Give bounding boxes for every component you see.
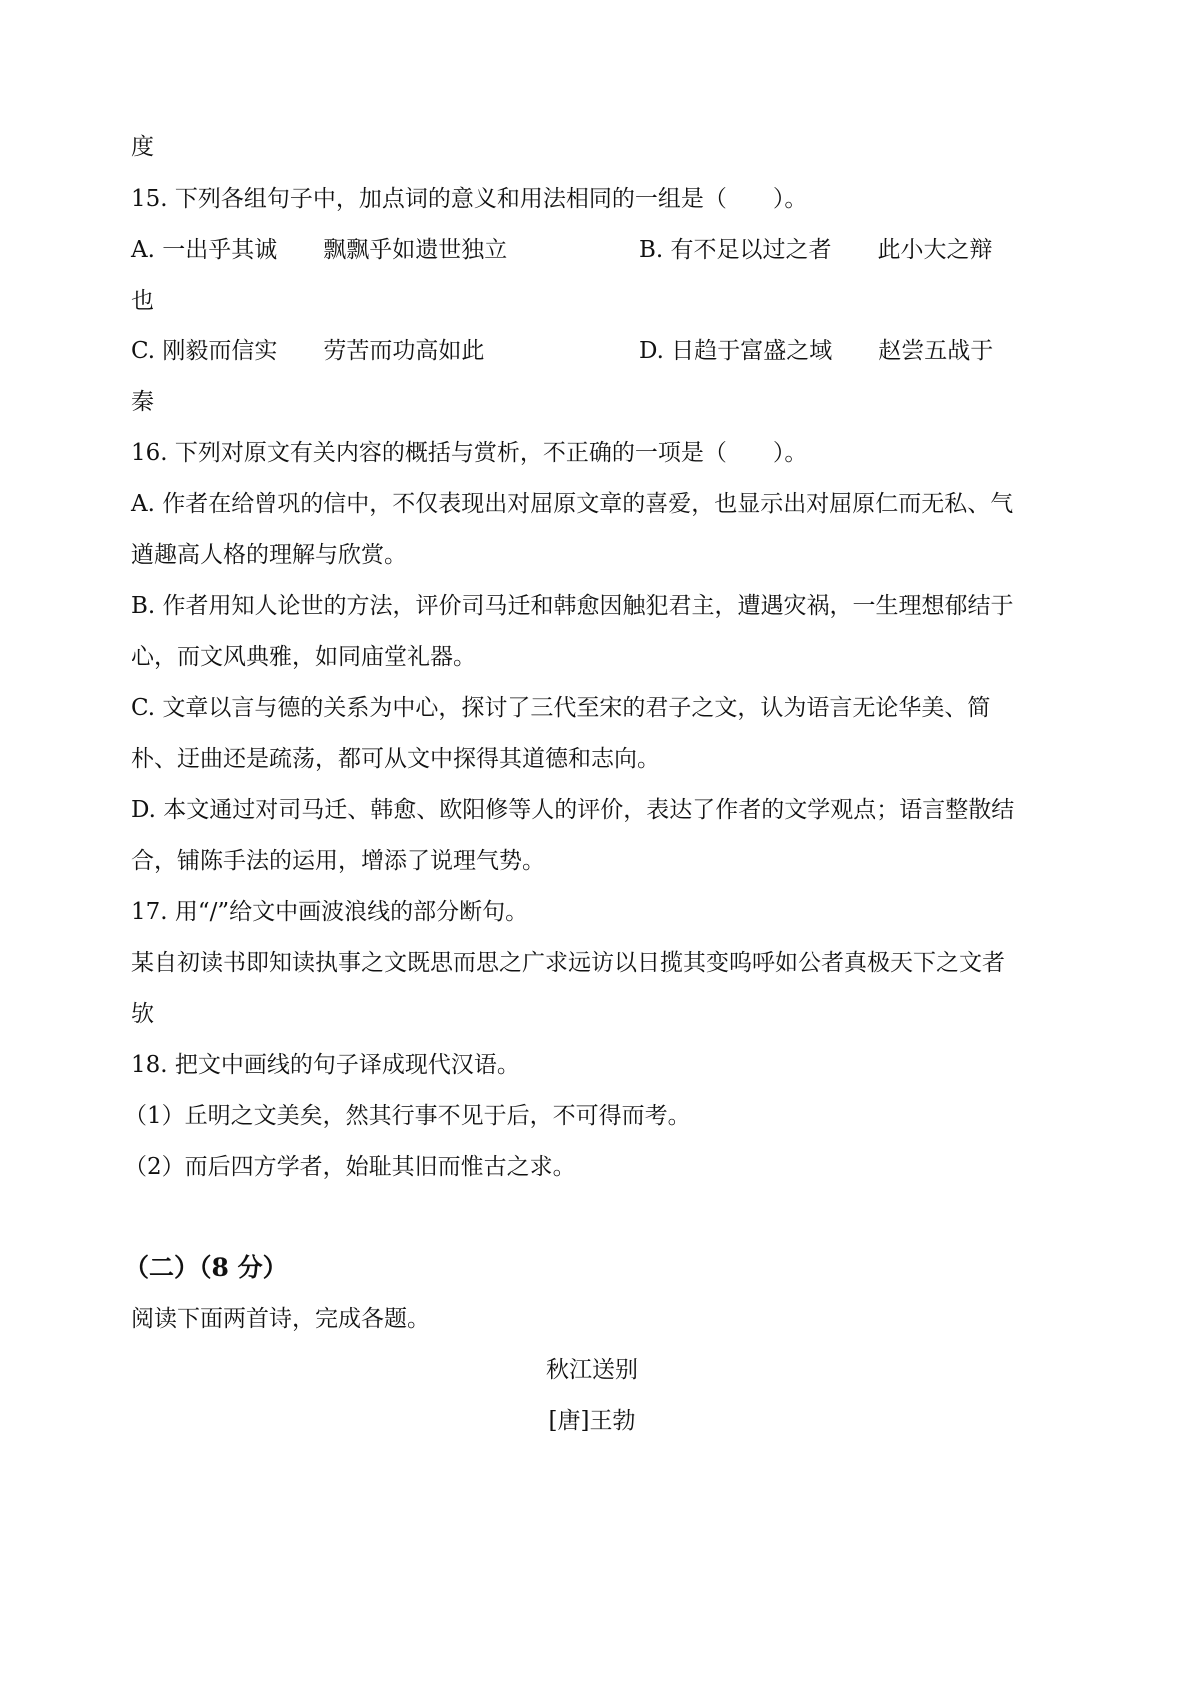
q17-stem: 17. 用“/”给文中画波浪线的部分断句。 bbox=[131, 899, 529, 925]
q18-sentence-1: （1）丘明之文美矣，然其行事不见于后，不可得而考。 bbox=[124, 1103, 691, 1129]
q15-option-b-first: B. 有不足以过之者 bbox=[639, 237, 832, 263]
poem-title: 秋江送别 bbox=[546, 1357, 638, 1383]
carry-over-text: 度 bbox=[131, 134, 154, 160]
q15-option-b bbox=[639, 235, 993, 265]
q15-options-row-cd bbox=[131, 336, 1001, 366]
q16-option-b-line1: B. 作者用知人论世的方法，评价司马迁和韩愈因触犯君主，遭遇灾祸，一生理想郁结于 bbox=[131, 593, 1014, 619]
q15-option-d bbox=[639, 336, 993, 366]
q15-option-c-first: C. 刚毅而信实 bbox=[131, 338, 278, 364]
q15-option-d-second: 赵尝五战于 bbox=[878, 338, 994, 364]
q16-option-c-line1: C. 文章以言与德的关系为中心，探讨了三代至宋的君子之文，认为语言无论华美、简 bbox=[131, 695, 991, 721]
q16-option-a-line2: 遒趣高人格的理解与欣赏。 bbox=[131, 542, 407, 568]
section-instruction: 阅读下面两首诗，完成各题。 bbox=[131, 1306, 430, 1332]
q15-option-a-first: A. 一出乎其诚 bbox=[131, 237, 278, 263]
q15-option-a-second: 飘飘乎如遗世独立 bbox=[323, 237, 508, 263]
poem-author: [唐]王勃 bbox=[548, 1408, 636, 1434]
q17-passage-line2: 欤 bbox=[131, 1001, 154, 1027]
q16-option-d-line2: 合，铺陈手法的运用，增添了说理气势。 bbox=[131, 848, 545, 874]
q15-option-d-first: D. 日趋于富盛之域 bbox=[639, 338, 833, 364]
q16-stem: 16. 下列对原文有关内容的概括与赏析，不正确的一项是（ ）。 bbox=[131, 440, 808, 466]
q16-option-a-line1: A. 作者在给曾巩的信中，不仅表现出对屈原文章的喜爱，也显示出对屈原仁而无私、气 bbox=[131, 491, 1014, 517]
q18-sentence-2: （2）而后四方学者，始耻其旧而惟古之求。 bbox=[124, 1154, 576, 1180]
q15-option-b-second: 此小大之辩 bbox=[877, 237, 993, 263]
q15-options-row-ab bbox=[131, 235, 1001, 265]
q17-passage-line1: 某自初读书即知读执事之文既思而思之广求远访以日揽其变呜呼如公者真极天下之文者 bbox=[131, 950, 1005, 976]
q16-option-d-line1: D. 本文通过对司马迁、韩愈、欧阳修等人的评价，表达了作者的文学观点；语言整散结 bbox=[131, 797, 1015, 823]
q15-stem: 15. 下列各组句子中，加点词的意义和用法相同的一组是（ ）。 bbox=[131, 186, 808, 212]
q18-stem: 18. 把文中画线的句子译成现代汉语。 bbox=[131, 1052, 520, 1078]
q15-option-c bbox=[131, 336, 484, 366]
q16-option-c-line2: 朴、迂曲还是疏荡，都可从文中探得其道德和志向。 bbox=[131, 746, 660, 772]
q15-option-d-wrap: 秦 bbox=[131, 389, 154, 415]
q15-option-c-second: 劳苦而功高如此 bbox=[323, 338, 485, 364]
q15-option-b-wrap: 也 bbox=[131, 288, 154, 314]
section-heading: （二）（8 分） bbox=[124, 1253, 288, 1282]
q15-option-a bbox=[131, 235, 507, 265]
q16-option-b-line2: 心，而文风典雅，如同庙堂礼器。 bbox=[131, 644, 476, 670]
